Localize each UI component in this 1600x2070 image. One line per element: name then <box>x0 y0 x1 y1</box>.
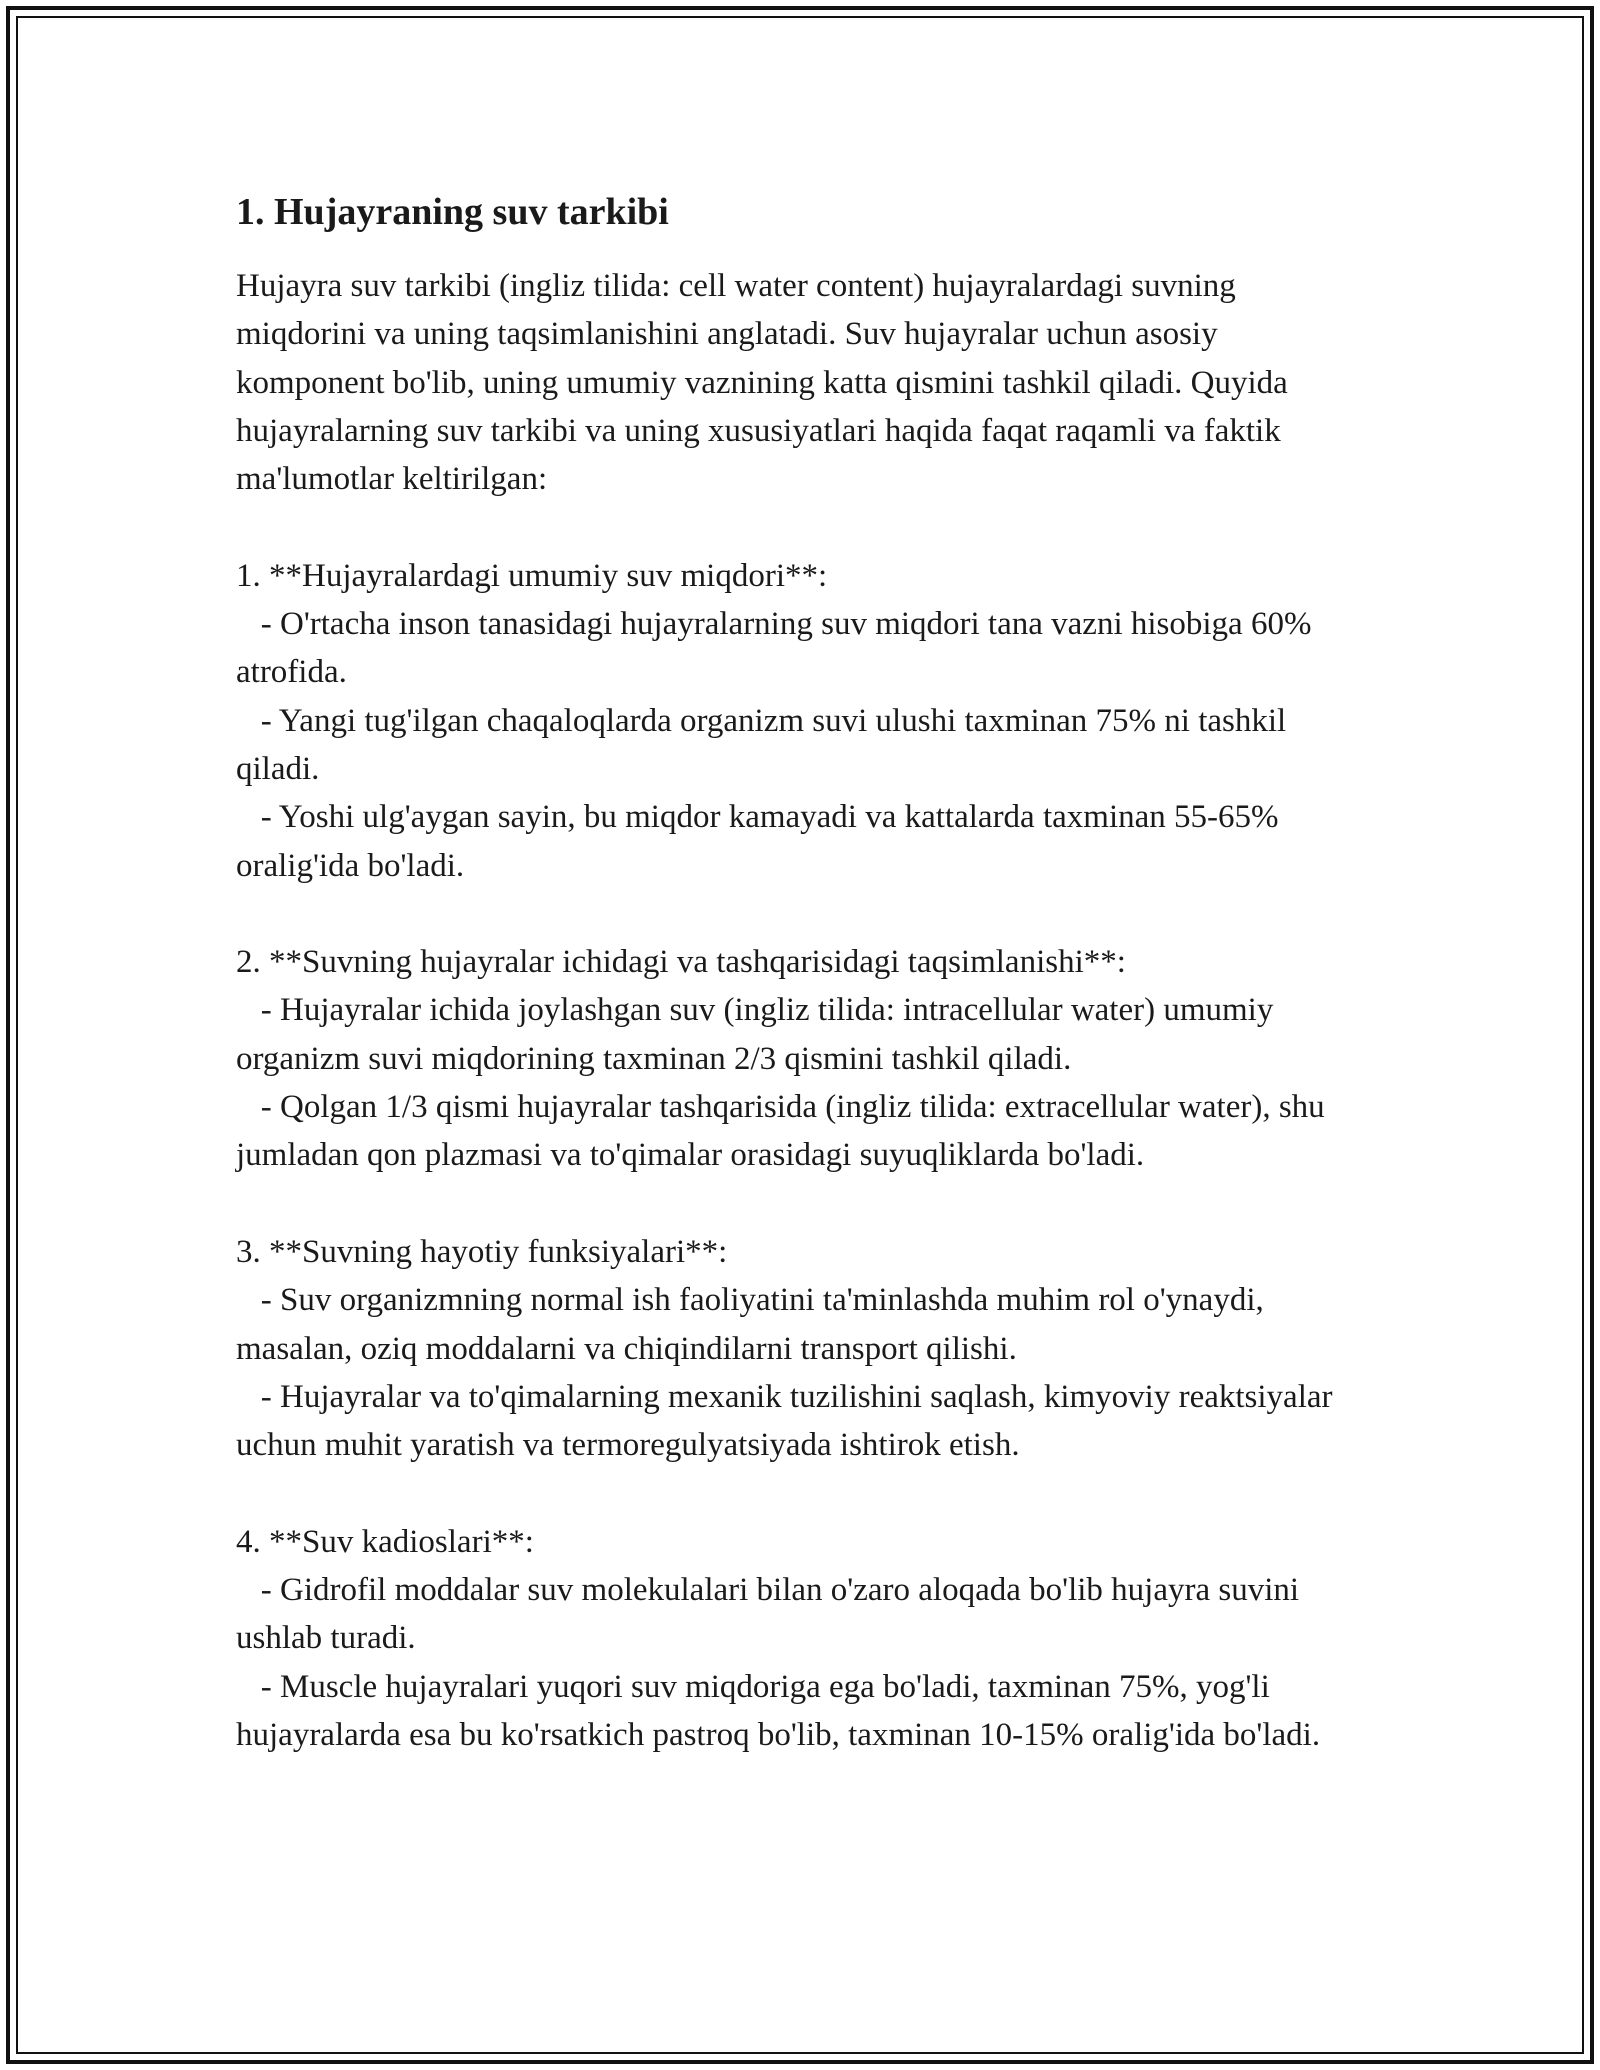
section-2 <box>236 938 1366 1179</box>
bullet-item: - O'rtacha inson tanasidagi hujayralarning suv miqdori tana vazni hisobiga 60% atrofida. <box>236 600 1366 697</box>
bullet-item: - Yoshi ulg'aygan sayin, bu miqdor kamayadi va kattalarda taxminan 55-65% oralig'ida bo'ladi. <box>236 793 1366 890</box>
bullet-item: - Qolgan 1/3 qismi hujayralar tashqarisida (ingliz tilida: extracellular water), shu jumladan qon plazmasi va to'qimalar orasidagi suyuqliklarda bo'ladi. <box>236 1083 1366 1180</box>
section-heading: 2. **Suvning hujayralar ichidagi va tashqarisidagi taqsimlanishi**: <box>236 944 1126 981</box>
intro-paragraph: Hujayra suv tarkibi (ingliz tilida: cell water content) hujayralardagi suvning miqdorini va uning taqsimlanishini anglatadi. Suv hujayralar uchun asosiy komponent bo'lib, uning umumiy vaznining katta qismini tashkil qiladi. Quyida hujayralarning suv tarkibi va uning xususiyatlari haqida faqat raqamli va faktik ma'lumotlar keltirilgan: <box>236 268 1297 498</box>
bullet-item: - Gidrofil moddalar suv molekulalari bilan o'zaro aloqada bo'lib hujayra suvini ushlab turadi. <box>236 1566 1366 1663</box>
section-1 <box>236 552 1366 890</box>
section-heading: 1. **Hujayralardagi umumiy suv miqdori**: <box>236 557 828 594</box>
document-title: 1. Hujayraning suv tarkibi <box>236 191 669 233</box>
section-4 <box>236 1518 1366 1759</box>
bullet-item: - Suv organizmning normal ish faoliyatini ta'minlashda muhim rol o'ynaydi, masalan, oziq moddalarni va chiqindilarni transport qilishi. <box>236 1276 1366 1373</box>
section-heading: 4. **Suv kadioslari**: <box>236 1523 534 1560</box>
bullet-item: - Hujayralar ichida joylashgan suv (ingliz tilida: intracellular water) umumiy organizm suvi miqdorining taxminan 2/3 qismini tashkil qiladi. <box>236 986 1366 1083</box>
bullet-item: - Hujayralar va to'qimalarning mexanik tuzilishini saqlash, kimyoviy reaktsiyalar uchun muhit yaratish va termoregulyatsiyada ishtirok etish. <box>236 1373 1366 1470</box>
document-body <box>236 188 1366 1759</box>
section-3 <box>236 1228 1366 1469</box>
section-heading: 3. **Suvning hayotiy funksiyalari**: <box>236 1233 728 1270</box>
bullet-item: - Muscle hujayralari yuqori suv miqdoriga ega bo'ladi, taxminan 75%, yog'li hujayralarda esa bu ko'rsatkich pastroq bo'lib, taxminan 10-15% oralig'ida bo'ladi. <box>236 1663 1366 1760</box>
bullet-item: - Yangi tug'ilgan chaqaloqlarda organizm suvi ulushi taxminan 75% ni tashkil qiladi. <box>236 697 1366 794</box>
